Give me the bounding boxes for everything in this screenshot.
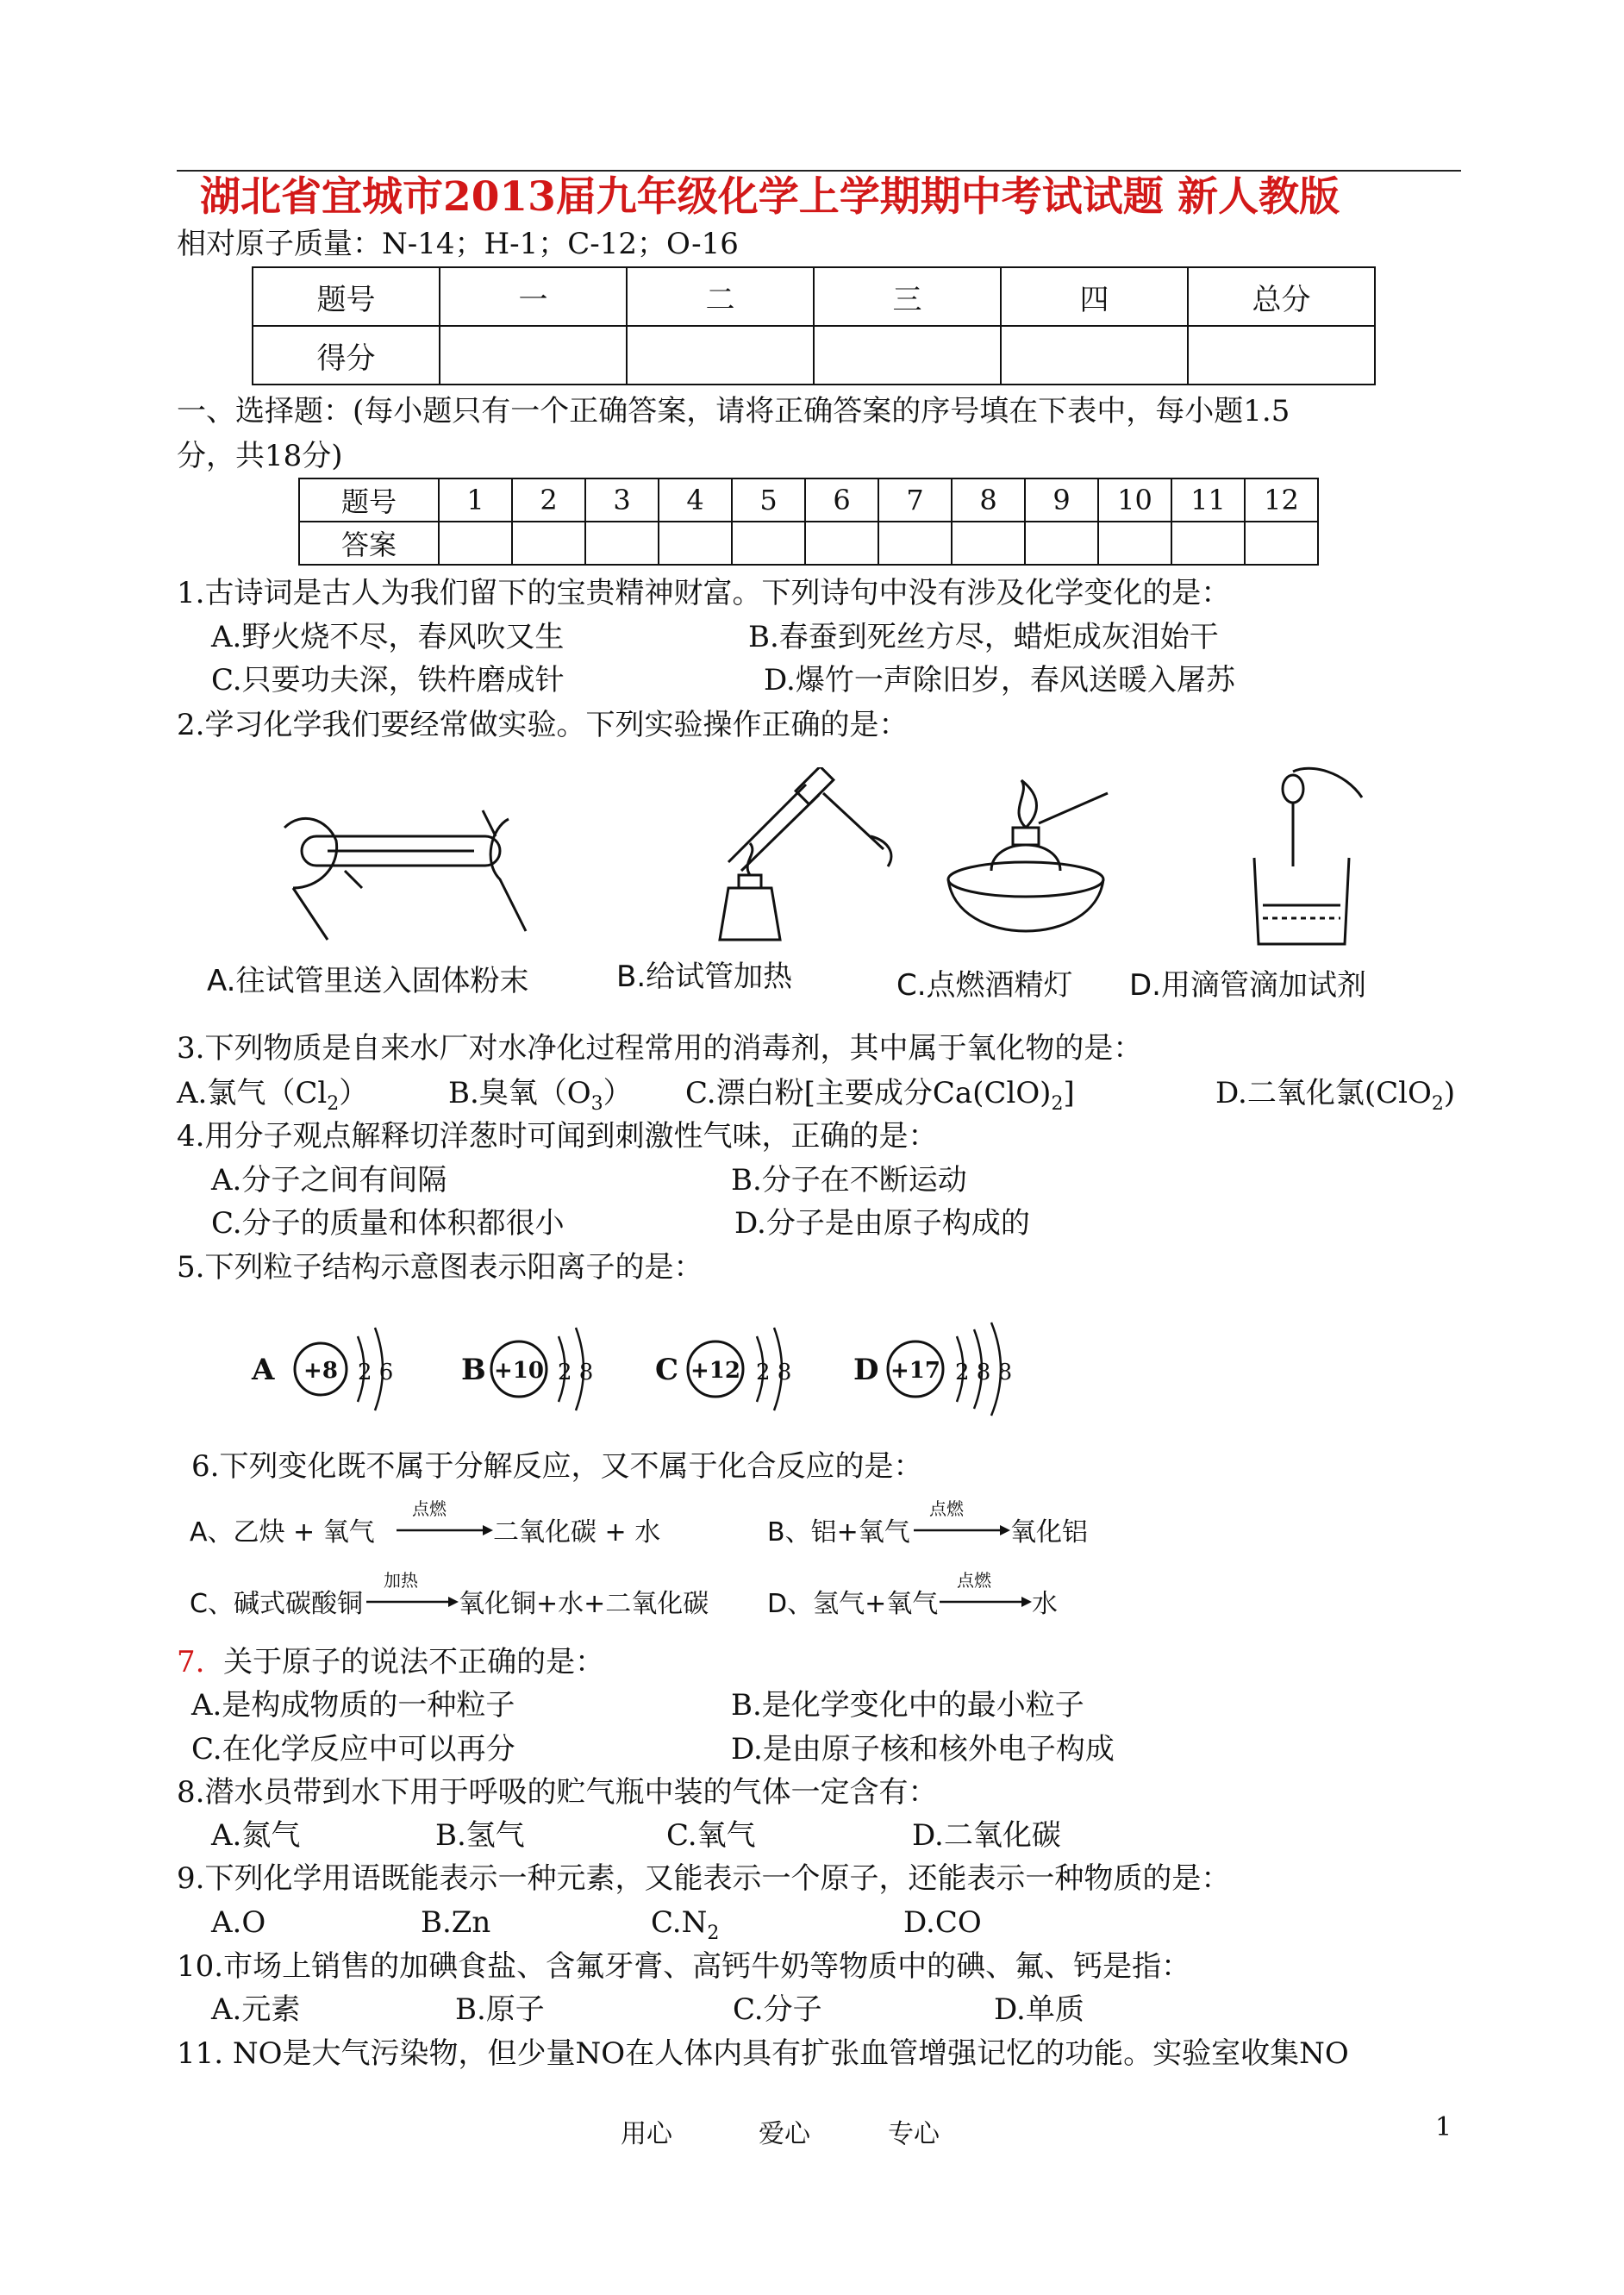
q7-number: 7.	[177, 1645, 205, 1679]
q9-option-a: A.O	[211, 1905, 266, 1940]
q6-d-cond: 点燃	[957, 1570, 991, 1591]
score-header: 题号	[253, 267, 440, 326]
q9-option-d: D.CO	[903, 1905, 982, 1940]
score-cell[interactable]	[814, 326, 1001, 385]
q5-stem: 5.下列粒子结构示意图表示阳离子的是：	[177, 1250, 703, 1285]
q3-option-d: D.二氧化氯(ClO$_2$)	[1215, 1076, 1456, 1115]
q2-stem: 2.学习化学我们要经常做实验。下列实验操作正确的是：	[177, 708, 909, 742]
score-header: 总分	[1188, 267, 1375, 326]
score-cell[interactable]	[440, 326, 627, 385]
atom-diagrams	[250, 1310, 1052, 1423]
q10-option-c: C.分子	[733, 1992, 822, 2027]
q6-a-cond: 点燃	[412, 1498, 447, 1519]
answer-cell[interactable]	[512, 522, 585, 565]
atom-c-shells: 2 8	[756, 1360, 792, 1385]
q9-option-c: $C.N_2$	[651, 1905, 720, 1944]
q7-stem: 7. 关于原子的说法不正确的是：	[177, 1645, 605, 1679]
answer-cell[interactable]	[732, 522, 805, 565]
q4-option-b: B.分子在不断运动	[731, 1163, 967, 1198]
footer-motto-1: 用心	[621, 2119, 672, 2149]
section1-heading-cont: 分，共18分)	[177, 439, 343, 473]
q2-caption-a: A.往试管里送入固体粉末	[207, 964, 529, 998]
footer-motto-3: 专心	[888, 2119, 940, 2149]
q2-caption-b: B.给试管加热	[616, 960, 793, 994]
answer-cell[interactable]	[1171, 522, 1245, 565]
q1-option-c: C.只要功夫深，铁杵磨成针	[211, 663, 565, 697]
atom-b-nucleus: +10	[494, 1358, 544, 1384]
atom-c-letter: C	[655, 1353, 679, 1387]
q6-c-left: C、碱式碳酸铜	[190, 1589, 363, 1619]
q3-option-b: B.臭氧$(O_3)$	[448, 1076, 633, 1115]
q10-option-d: D.单质	[994, 1992, 1084, 2027]
q10-option-b: B.原子	[455, 1992, 545, 2027]
answer-cell[interactable]	[952, 522, 1025, 565]
score-cell[interactable]	[1188, 326, 1375, 385]
answer-number: 2	[512, 478, 585, 522]
score-cell[interactable]	[627, 326, 814, 385]
q9-stem: 9.下列化学用语既能表示一种元素，又能表示一个原子，还能表示一种物质的是：	[177, 1861, 1231, 1896]
atom-a-nucleus: +8	[303, 1358, 338, 1384]
atom-d-letter: D	[853, 1353, 879, 1387]
heating-test-tube-figure	[703, 767, 901, 957]
score-header: 四	[1001, 267, 1188, 326]
atom-c-nucleus: +12	[690, 1358, 740, 1384]
page-title: 湖北省宜城市2013届九年级化学上学期期中考试试题 新人教版	[200, 173, 1340, 221]
q7-option-d: D.是由原子核和核外电子构成	[731, 1732, 1115, 1767]
answer-number: 5	[732, 478, 805, 522]
q4-option-a: A.分子之间有间隔	[211, 1163, 447, 1198]
answer-cell[interactable]	[878, 522, 952, 565]
answer-number: 4	[659, 478, 732, 522]
q7-option-c: C.在化学反应中可以再分	[191, 1732, 515, 1767]
footer-motto-2: 爱心	[759, 2119, 810, 2149]
q8-stem: 8.潜水员带到水下用于呼吸的贮气瓶中装的气体一定含有：	[177, 1775, 938, 1810]
q1-option-b: B.春蚕到死丝方尽，蜡炬成灰泪始干	[748, 620, 1219, 654]
q6-stem: 6.下列变化既不属于分解反应，又不属于化合反应的是：	[191, 1449, 923, 1484]
atom-d-shells: 2 8 8	[955, 1360, 1013, 1385]
answer-cell[interactable]	[1025, 522, 1098, 565]
answer-number: 1	[439, 478, 512, 522]
score-row-label: 得分	[253, 326, 440, 385]
q7-option-a: A.是构成物质的一种粒子	[191, 1688, 515, 1723]
q3-stem: 3.下列物质是自来水厂对水净化过程常用的消毒剂，其中属于氧化物的是：	[177, 1031, 1143, 1066]
alcohol-lamp-figure	[940, 776, 1112, 957]
q6-c-cond: 加热	[384, 1570, 418, 1591]
q10-stem: 10.市场上销售的加碘食盐、含氟牙膏、高钙牛奶等物质中的碘、氟、钙是指：	[177, 1949, 1191, 1984]
q6-d-left: D、氢气+氧气	[767, 1589, 939, 1619]
test-tube-powder-figure	[276, 759, 534, 948]
score-header: 二	[627, 267, 814, 326]
answer-cell[interactable]	[659, 522, 732, 565]
answer-row-label: 题号	[299, 478, 439, 522]
q2-caption-d: D.用滴管滴加试剂	[1129, 968, 1366, 1003]
q6-c-right: 氧化铜+水+二氧化碳	[459, 1589, 709, 1619]
q1-option-d: D.爆竹一声除旧岁，春风送暖入屠苏	[764, 663, 1235, 697]
answer-number: 9	[1025, 478, 1098, 522]
q6-a-right: 二氧化碳 + 水	[493, 1517, 661, 1548]
q8-option-c: C.氧气	[666, 1818, 756, 1853]
answer-number: 6	[805, 478, 878, 522]
q6-b-right: 氧化铝	[1010, 1517, 1088, 1548]
q8-option-a: A.氮气	[211, 1818, 301, 1853]
atomic-mass-line: 相对原子质量：N-14；H-1；C-12；O-16	[177, 227, 739, 261]
score-table	[252, 266, 1376, 385]
answer-number: 8	[952, 478, 1025, 522]
answer-cell[interactable]	[1245, 522, 1318, 565]
q9-option-b: B.Zn	[421, 1905, 491, 1940]
score-header: 一	[440, 267, 627, 326]
atom-b-shells: 2 8	[558, 1360, 594, 1385]
atom-a-letter: A	[252, 1353, 275, 1387]
q1-stem: 1.古诗词是古人为我们留下的宝贵精神财富。下列诗句中没有涉及化学变化的是：	[177, 576, 1231, 610]
answer-cell[interactable]	[1098, 522, 1171, 565]
reaction-equations	[190, 1496, 1121, 1642]
atom-b-letter: B	[461, 1353, 486, 1387]
score-cell[interactable]	[1001, 326, 1188, 385]
q7-option-b: B.是化学变化中的最小粒子	[731, 1688, 1084, 1723]
q6-d-right: 水	[1032, 1589, 1058, 1619]
answer-cell[interactable]	[585, 522, 659, 565]
q1-option-a: A.野火烧不尽，春风吹又生	[211, 620, 565, 654]
answer-number: 12	[1245, 478, 1318, 522]
dropper-beaker-figure	[1241, 763, 1379, 953]
q10-option-a: A.元素	[211, 1992, 301, 2027]
q8-option-b: B.氢气	[435, 1818, 525, 1853]
section1-heading: 一、选择题：(每小题只有一个正确答案，请将正确答案的序号填在下表中，每小题1.5	[177, 394, 1290, 428]
answer-number: 7	[878, 478, 952, 522]
q3-option-c: C.漂白粉[主要成分$Ca(ClO)_2$]	[685, 1076, 1075, 1115]
q4-option-c: C.分子的质量和体积都很小	[211, 1206, 565, 1241]
q3-option-a: A.氯气$(Cl_2)$	[177, 1076, 369, 1115]
answer-number: 11	[1171, 478, 1245, 522]
q4-stem: 4.用分子观点解释切洋葱时可闻到刺激性气味，正确的是：	[177, 1119, 938, 1154]
page-number: 1	[1435, 2112, 1452, 2142]
q2-caption-c: C.点燃酒精灯	[896, 968, 1073, 1003]
q6-b-left: B、铝+氧气	[767, 1517, 910, 1548]
q11-stem: 11. NO是大气污染物，但少量NO在人体内具有扩张血管增强记忆的功能。实验室收集NO	[177, 2036, 1349, 2071]
q8-option-d: D.二氧化碳	[912, 1818, 1061, 1853]
answer-number: 3	[585, 478, 659, 522]
answer-cell[interactable]	[439, 522, 512, 565]
q6-a-left: A、乙炔 + 氧气	[190, 1517, 375, 1548]
answer-table	[298, 478, 1319, 566]
atom-a-shells: 2 6	[358, 1360, 394, 1385]
atom-d-nucleus: +17	[890, 1358, 940, 1384]
answer-cell[interactable]	[805, 522, 878, 565]
score-header: 三	[814, 267, 1001, 326]
q4-option-d: D.分子是由原子构成的	[734, 1206, 1030, 1241]
answer-row-label: 答案	[299, 522, 439, 565]
q6-b-cond: 点燃	[929, 1498, 964, 1519]
answer-number: 10	[1098, 478, 1171, 522]
